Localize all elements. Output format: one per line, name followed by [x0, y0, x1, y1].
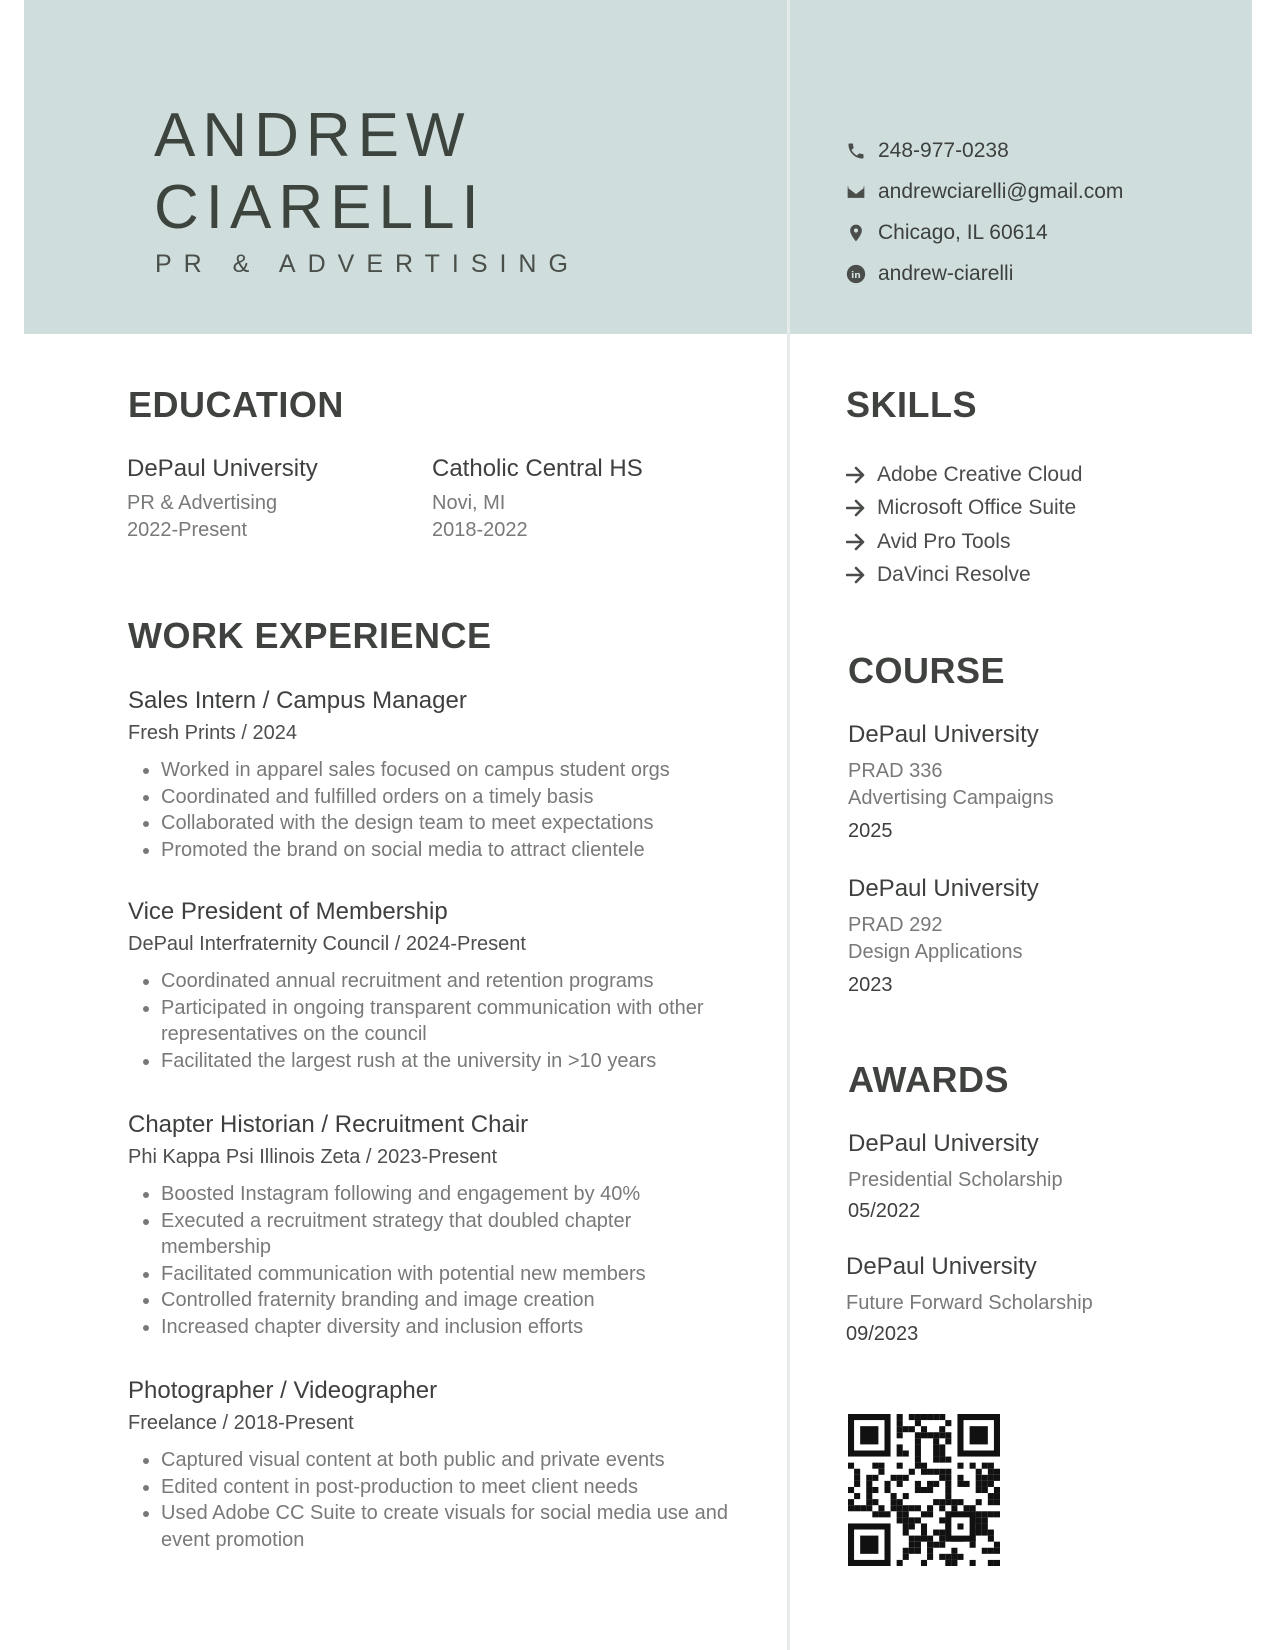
job-bullet: • Facilitated the largest rush at the university in >10 years — [161, 1048, 728, 1075]
course-year: 2023 — [848, 974, 893, 996]
course-item — [848, 720, 1168, 845]
job-entry — [128, 897, 728, 1074]
arrow-right-icon — [846, 466, 866, 484]
skill-label: Avid Pro Tools — [877, 529, 1011, 553]
contact-email[interactable] — [846, 171, 1123, 212]
job-org-date: Fresh Prints / 2024 — [128, 722, 297, 744]
education-school: DePaul University — [127, 455, 318, 482]
job-bullet: • Facilitated communication with potential new members — [161, 1261, 728, 1288]
job-org-date: Freelance / 2018-Present — [128, 1412, 354, 1434]
award-item — [848, 1129, 1168, 1225]
course-title: COURSE — [848, 650, 1006, 691]
skills-list — [846, 458, 1082, 592]
course-name: Design Applications — [848, 941, 1023, 963]
contact-location-text: Chicago, IL 60614 — [878, 220, 1048, 244]
contact-email-text: andrewciarelli@gmail.com — [878, 179, 1124, 203]
education-title: EDUCATION — [128, 384, 344, 425]
education-program: PR & Advertising — [127, 492, 278, 514]
job-title: Sales Intern / Campus Manager — [128, 687, 467, 714]
contact-linkedin-text: andrew-ciarelli — [878, 261, 1014, 285]
job-org-date: Phi Kappa Psi Illinois Zeta / 2023-Present — [128, 1146, 498, 1168]
job-entry — [128, 686, 728, 863]
education-years: 2022-Present — [127, 519, 248, 541]
skill-label: Microsoft Office Suite — [877, 496, 1077, 520]
mail-icon — [846, 182, 866, 202]
skill-item — [846, 559, 1082, 593]
education-school: Catholic Central HS — [432, 455, 643, 482]
skills-title: SKILLS — [846, 384, 978, 425]
candidate-role: PR & ADVERTISING — [155, 250, 580, 278]
job-entry — [128, 1376, 728, 1553]
job-bullet: • Edited content in post-production to meet client needs — [161, 1474, 728, 1501]
award-date: 05/2022 — [848, 1200, 921, 1222]
contact-phone[interactable] — [846, 130, 1123, 171]
skill-item — [846, 525, 1082, 559]
job-bullet: • Controlled fraternity branding and image creation — [161, 1287, 728, 1314]
job-bullets — [128, 1447, 728, 1553]
job-title: Photographer / Videographer — [128, 1377, 438, 1404]
job-entry — [128, 1110, 728, 1340]
contact-location[interactable] — [846, 212, 1123, 253]
job-bullets — [128, 968, 728, 1074]
name-first: ANDREW — [154, 101, 472, 170]
award-item — [846, 1252, 1166, 1348]
job-bullets — [128, 757, 728, 863]
course-school: DePaul University — [848, 721, 1039, 748]
course-item — [848, 874, 1168, 999]
column-divider — [787, 0, 790, 1650]
job-bullet: • Used Adobe CC Suite to create visuals for social media use and event promotion — [161, 1500, 728, 1553]
course-school: DePaul University — [848, 875, 1039, 902]
job-title: Vice President of Membership — [128, 898, 448, 925]
job-bullet: • Coordinated and fulfilled orders on a timely basis — [161, 784, 728, 811]
qr-code-icon[interactable] — [848, 1414, 1000, 1566]
name-last: CIARELLI — [154, 173, 486, 242]
skill-item — [846, 458, 1082, 492]
job-bullet: • Participated in ongoing transparent communication with other representatives on the council — [161, 995, 728, 1048]
course-code: PRAD 292 — [848, 914, 943, 936]
award-name: Future Forward Scholarship — [846, 1292, 1093, 1314]
course-code: PRAD 336 — [848, 760, 943, 782]
award-school: DePaul University — [848, 1130, 1039, 1157]
candidate-name — [154, 100, 486, 244]
arrow-right-icon — [846, 533, 866, 551]
contact-linkedin[interactable] — [846, 253, 1123, 294]
job-bullet: • Promoted the brand on social media to attract clientele — [161, 837, 728, 864]
job-bullet: • Boosted Instagram following and engagement by 40% — [161, 1181, 728, 1208]
job-org-date: DePaul Interfraternity Council / 2024-Present — [128, 933, 526, 955]
skill-label: Adobe Creative Cloud — [877, 462, 1083, 486]
phone-icon — [846, 141, 866, 161]
job-bullet: • Worked in apparel sales focused on campus student orgs — [161, 757, 728, 784]
awards-title: AWARDS — [848, 1059, 1010, 1100]
job-bullet: • Increased chapter diversity and inclusion efforts — [161, 1314, 728, 1341]
award-name: Presidential Scholarship — [848, 1169, 1063, 1191]
job-title: Chapter Historian / Recruitment Chair — [128, 1111, 529, 1138]
skill-item — [846, 492, 1082, 526]
contact-phone-text: 248-977-0238 — [878, 138, 1009, 162]
education-item — [127, 454, 417, 544]
award-school: DePaul University — [846, 1253, 1037, 1280]
skill-label: DaVinci Resolve — [877, 563, 1031, 587]
contact-list — [846, 130, 1123, 294]
job-bullet: • Collaborated with the design team to meet expectations — [161, 810, 728, 837]
education-location: Novi, MI — [432, 492, 506, 514]
work-experience-title: WORK EXPERIENCE — [128, 615, 492, 656]
course-year: 2025 — [848, 820, 893, 842]
linkedin-icon — [846, 264, 866, 284]
education-years: 2018-2022 — [432, 519, 528, 541]
job-bullets — [128, 1181, 728, 1340]
job-bullet: • Coordinated annual recruitment and retention programs — [161, 968, 728, 995]
arrow-right-icon — [846, 566, 866, 584]
location-pin-icon — [846, 223, 866, 243]
award-date: 09/2023 — [846, 1323, 919, 1345]
svg-text:in: in — [851, 269, 861, 281]
arrow-right-icon — [846, 499, 866, 517]
course-name: Advertising Campaigns — [848, 787, 1054, 809]
job-bullet: • Captured visual content at both public and private events — [161, 1447, 728, 1474]
job-bullet: • Executed a recruitment strategy that doubled chapter membership — [161, 1208, 728, 1261]
education-item — [432, 454, 722, 544]
